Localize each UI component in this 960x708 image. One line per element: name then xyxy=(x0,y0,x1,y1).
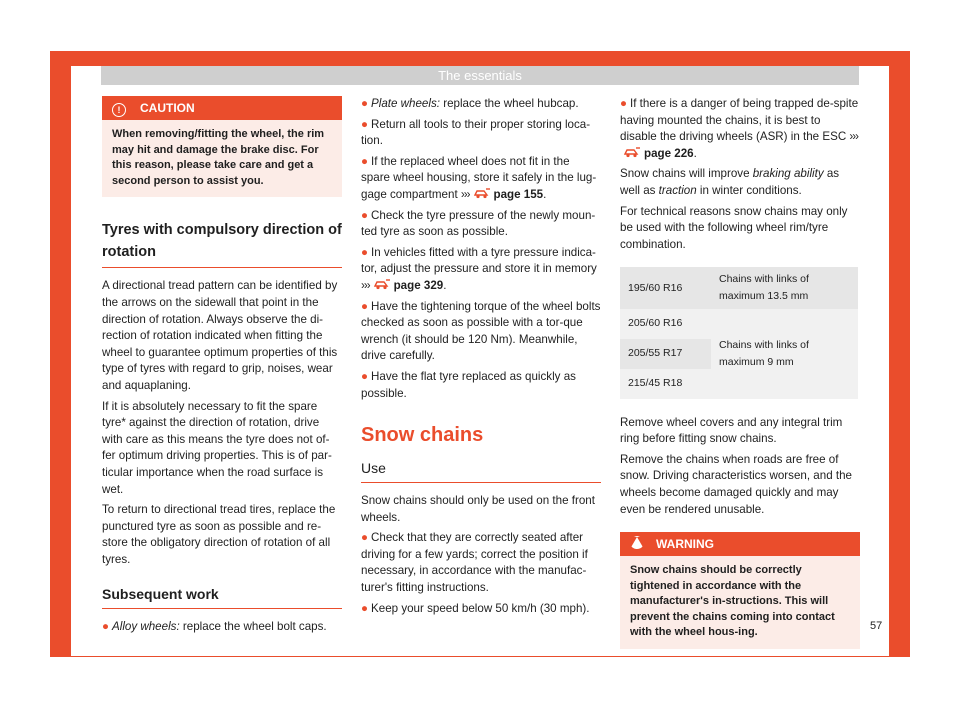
table-cell: 205/60 R16 xyxy=(620,309,711,339)
tyre-chain-table xyxy=(620,267,858,398)
bullet-icon: ● xyxy=(361,531,369,545)
car-repair-icon[interactable] xyxy=(373,278,391,290)
bullet-item: ● Have the flat tyre replaced as quickly as possible. xyxy=(361,369,576,400)
paragraph: Remove the chains when roads are free of snow. Driving characteristics worsen, and the wheels become damaged quickly and may even be rendered unusable. xyxy=(620,452,852,516)
paragraph: For technical reasons snow chains may only be used with the following wheel rim/tyre combination. xyxy=(620,204,848,251)
paragraph: Remove wheel covers and any integral trim ring before fitting snow chains. xyxy=(620,415,843,446)
table-cell: Chains with links of maximum 9 mm xyxy=(711,309,858,399)
snow-chains-title: Snow chains xyxy=(361,424,484,447)
caution-label: CAUTION xyxy=(140,101,195,115)
warning-label: WARNING xyxy=(656,537,714,552)
caution-box xyxy=(102,96,342,197)
table-cell: 195/60 R16 xyxy=(620,267,711,308)
bullet-item: ● Plate wheels: replace the wheel hubcap. xyxy=(361,97,579,110)
caution-header xyxy=(102,96,342,120)
bullet-item: ● Keep your speed below 50 km/h (30 mph). xyxy=(361,601,590,615)
table-row xyxy=(620,309,858,339)
bullet-icon: ● xyxy=(620,97,628,110)
bullet-icon: ● xyxy=(361,245,369,259)
table-cell: 215/45 R18 xyxy=(620,369,711,399)
bullet-icon: ● xyxy=(361,117,369,131)
page-number: 57 xyxy=(870,620,883,632)
left-column xyxy=(102,96,342,640)
page-ref[interactable]: page 226 xyxy=(644,146,694,160)
bullet-icon: ● xyxy=(361,369,369,383)
bullet-item: ● Check that they are correctly seated after driving for a few yards; correct the position if necessary, in accordance with the manufac-turer's fitting instructions. xyxy=(361,531,588,595)
subsequent-work-title: Subsequent work xyxy=(102,586,219,603)
use-title: Use xyxy=(361,460,386,477)
section-rule xyxy=(102,267,342,268)
bullet-item: ● Have the tightening torque of the wheel bolts checked as soon as possible with a tor-que wrench (it should be 120 Nm). Meanwhile, drive carefully. xyxy=(361,299,601,363)
table-row xyxy=(620,267,858,308)
warning-header xyxy=(620,532,860,556)
bullet-item: ● If there is a danger of being trapped de-spite having mounted the chains, it is best to disable the driving wheels (ASR) in the ESC ›››page 226. xyxy=(620,97,859,160)
warning-text: Snow chains should be correctly tightened in accordance with the manufacturer's in-structions. This will prevent the chains coming into contact with the wheel hous-ing. xyxy=(630,564,835,639)
caution-text: When removing/fitting the wheel, the rim may hit and damage the brake disc. For this reason, please take care and get a second person to assist you. xyxy=(112,128,325,187)
ref-arrows: ››› xyxy=(849,130,859,144)
bullet-item: ● Alloy wheels: replace the wheel bolt caps. xyxy=(102,620,327,634)
info-circle-icon: ! xyxy=(112,103,126,117)
page-ref[interactable]: page 155 xyxy=(493,187,544,201)
bullet-icon: ● xyxy=(361,154,369,168)
section-title: Tyres with compulsory direction of rotation xyxy=(102,222,342,261)
paragraph: Snow chains should only be used on the front wheels. xyxy=(361,494,595,524)
bullet-item: ● If the replaced wheel does not fit in the spare wheel housing, store it safely in the lug-gage compartment ››› page 155. xyxy=(361,154,597,201)
subsection-rule xyxy=(102,608,342,609)
page-ref[interactable]: page 329 xyxy=(393,278,444,292)
car-repair-icon[interactable] xyxy=(623,146,641,158)
warning-box xyxy=(620,532,860,649)
bullet-icon: ● xyxy=(361,299,369,313)
bullet-icon: ● xyxy=(361,97,369,110)
bullet-icon: ● xyxy=(102,620,110,634)
ref-arrows: ››› xyxy=(460,187,470,201)
paragraph: Snow chains will improve braking ability as well as traction in winter conditions. xyxy=(620,167,840,197)
paragraph: If it is absolutely necessary to fit the spare tyre* against the direction of rotation, drive with care as this means the tyre does not of-fer optimum driving properties. This is of par-ticular importance when the road surface is wet. xyxy=(102,399,332,496)
page-header: The essentials xyxy=(101,66,859,85)
car-repair-icon[interactable] xyxy=(473,187,491,199)
table-cell: Chains with links of maximum 13.5 mm xyxy=(711,267,858,308)
paragraph: A directional tread pattern can be identified by the arrows on the sidewall that point in the direction of rotation. Always observe the di-rection of rotation indicated when fitting the wheel to guarantee optimum properties of this type of tyres with regard to grip, noises, wear and aquaplaning. xyxy=(102,279,338,392)
bullet-item: ● In vehicles fitted with a tyre pressure indica-tor, adjust the pressure and store it in memory ››› page 329. xyxy=(361,245,597,292)
bullet-icon: ● xyxy=(361,601,369,615)
subsection-rule xyxy=(361,482,601,483)
table-cell: 205/55 R17 xyxy=(620,339,711,369)
bullet-item: ● Check the tyre pressure of the newly moun-ted tyre as soon as possible. xyxy=(361,208,596,239)
warning-triangle-icon xyxy=(630,536,644,549)
middle-column xyxy=(361,96,601,621)
bullet-item: ● Return all tools to their proper storing loca-tion. xyxy=(361,117,591,148)
paragraph: To return to directional tread tires, replace the punctured tyre as soon as possible and re-store the obligatory direction of rotation of all tyres. xyxy=(102,503,336,566)
bullet-icon: ● xyxy=(361,208,369,222)
right-column xyxy=(620,96,860,649)
ref-arrows: ››› xyxy=(361,278,370,292)
